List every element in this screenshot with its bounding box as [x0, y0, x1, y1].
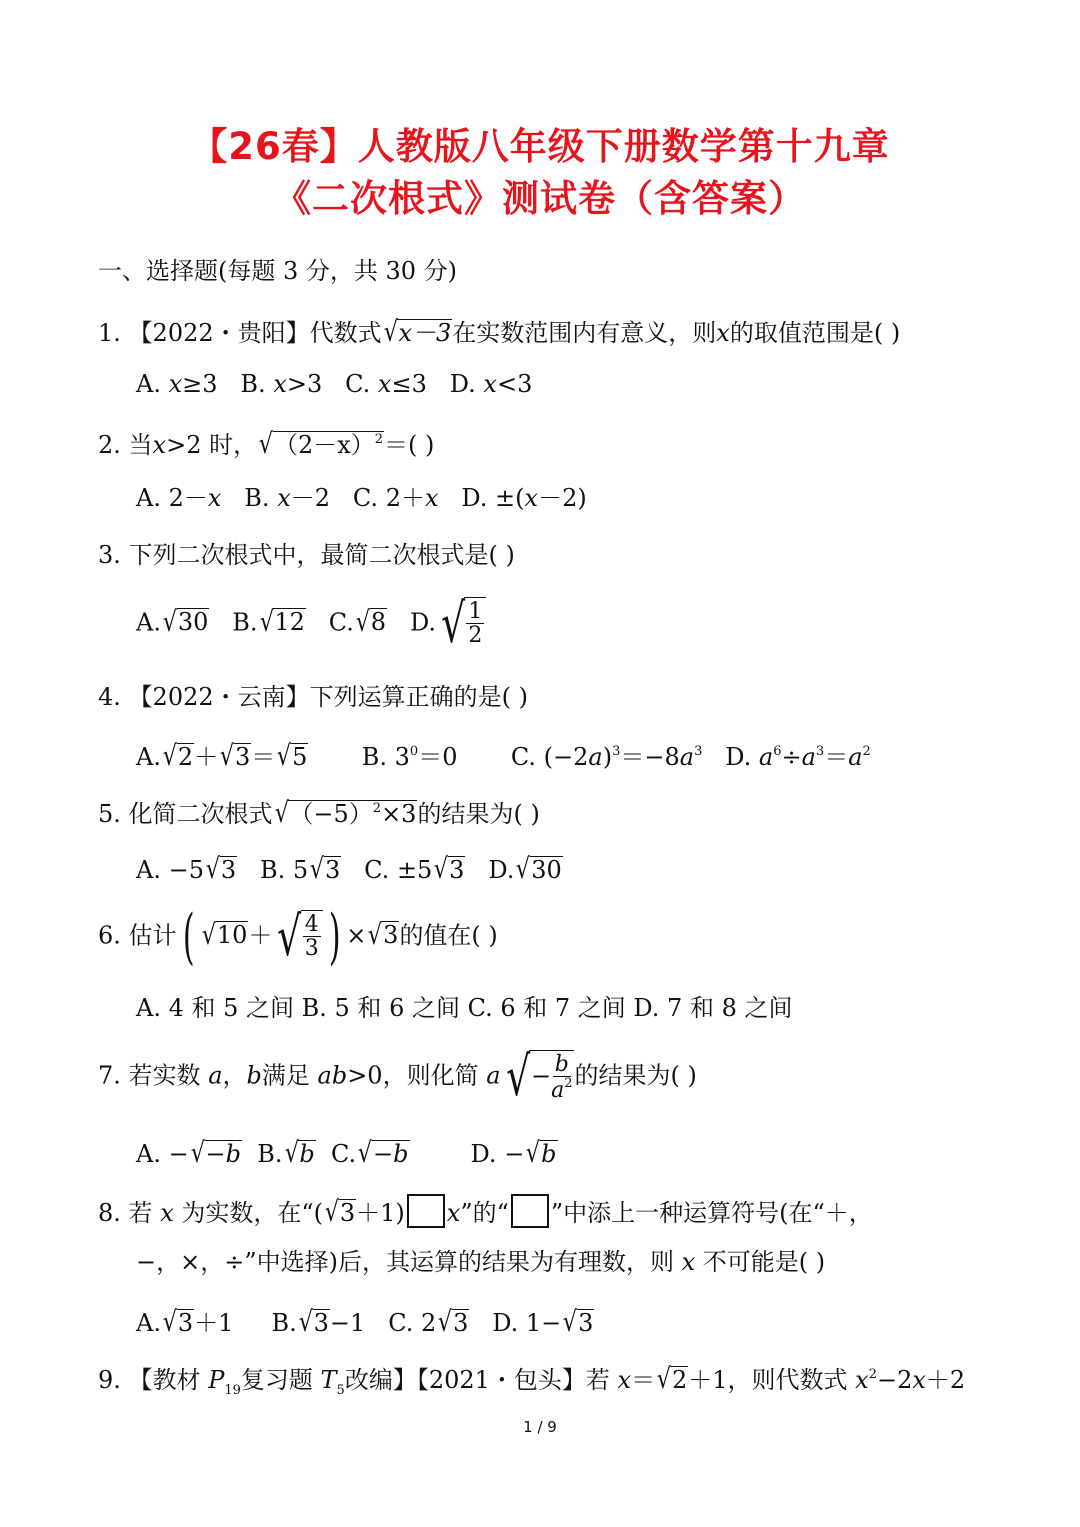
question-3: 3. 下列二次根式中，最简二次根式是( )	[98, 541, 515, 569]
question-6-options: A. 4 和 5 之间 B. 5 和 6 之间 C. 6 和 7 之间 D. 7 和 8 之间	[136, 994, 793, 1022]
blank-box-1	[407, 1194, 445, 1228]
question-8: 8. 若 x 为实数，在“( √ 3 ＋1) x”的“ ”中添上一种运算符号(在“＋，	[98, 1195, 873, 1228]
section-heading: 一、选择题(每题 3 分，共 30 分)	[98, 257, 458, 285]
question-6: 6. 估计( √ 10 ＋ √ $\frac{4}{3}$ ) × √ 3 的值在( )	[98, 902, 498, 972]
question-5: 5. 化简二次根式 √ $(-5)^2\times 3$ 的结果为( )	[98, 796, 540, 829]
question-1: 1. 【2022・贵阳】代数式 √ x－3 在实数范围内有意义，则x的取值范围是( )	[98, 315, 901, 348]
page-number: 1 / 9	[523, 1418, 557, 1436]
question-3-options: A. √ 30 B. √ 12 C. √ 8 D. √ $\frac{1}{2}$	[136, 597, 486, 651]
question-5-options: A. −5 √ 3 B. 5 √ 3 C. ±5 √ 3 D. √ 30	[136, 852, 562, 885]
question-7: 7. 若实数 a，b满足 ab>0，则化简 a √ − $\frac{b}{a^2}$ 的结果为( )	[98, 1045, 697, 1108]
question-2: 2. 当x>2 时， √ $(2-x)^2$ ＝( )	[98, 427, 435, 460]
question-1-options: A. x≥3 B. x>3 C. x≤3 D. x<3	[136, 370, 533, 398]
question-2-options: A. 2－x B. x－2 C. 2＋x D. ±(x－2)	[136, 484, 587, 512]
question-7-options: A. − √ −b B. √ b C. √ −b D. − √ b	[136, 1136, 557, 1169]
question-8-options: A. √ 3 ＋1 B. √ 3 −1 C. 2 √ 3 D. 1− √ 3	[136, 1305, 594, 1338]
question-9: 9. 【教材 $P_{19}$复习题 $T_5$改编】【2021・包头】若 x＝ √ 2 ＋1，则代数式 $x^2-2x+2$	[98, 1362, 966, 1398]
question-4-options: A. √ 2 ＋ √ 3 ＝ √ 5 B. $3^0=0$ C. $(-2a)^3=-8a^3$ D. $a^6\div a^3=a^2$	[136, 739, 871, 772]
question-4: 4. 【2022・云南】下列运算正确的是( )	[98, 683, 528, 711]
document-title-line-2: 《二次根式》测试卷（含答案）	[274, 177, 806, 220]
document-title-line-1: 【26春】人教版八年级下册数学第十九章	[190, 125, 890, 168]
blank-box-2	[511, 1194, 549, 1228]
question-8-line-2: −，×，÷”中选择)后，其运算的结果为有理数，则 x 不可能是( )	[136, 1248, 826, 1276]
